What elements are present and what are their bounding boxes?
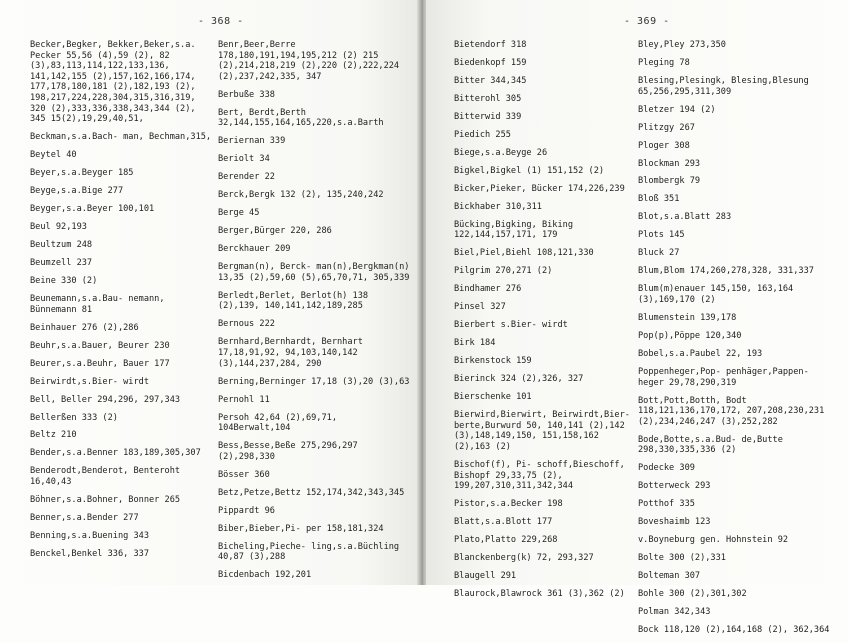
index-entry: Birk 184 [454, 338, 496, 349]
index-entry: Bierschenke 101 [454, 392, 532, 403]
index-entry: Beumzell 237 [30, 258, 93, 269]
index-entry: Poppenheger,Pop- penhäger,Pappen- heger 29,78,290,319 [638, 366, 809, 388]
index-entry: Bücking,Bigking, Biking 122,144,157,171, 179 [454, 219, 573, 241]
index-entry: Beinhauer 276 (2),286 [30, 322, 139, 333]
index-entry: Biber,Bieber,Pi- per 158,181,324 [218, 523, 384, 534]
index-entry: Bicdenbach 192,201 [218, 570, 312, 581]
index-column-right-1 [454, 40, 636, 607]
index-entry: Plitzgy 267 [638, 122, 695, 133]
index-entry: Boveshaimb 123 [638, 517, 711, 528]
index-entry: Blesing,Plesingk, Blesing,Blesung 65,256,295,311,309 [638, 75, 809, 97]
index-entry: Birkenstock 159 [454, 356, 532, 367]
index-entry: v.Boyneburg gen. Hohnstein 92 [638, 535, 789, 546]
index-entry: Persoh 42,64 (2),69,71, 104Berwalt,104 [218, 412, 337, 434]
index-entry: Bitterwid 339 [454, 111, 522, 122]
index-entry: Benckel,Benkel 336, 337 [30, 548, 149, 559]
index-entry: Bietendorf 318 [454, 40, 527, 50]
index-entry: Ploger 308 [638, 140, 690, 151]
index-entry: Bigkel,Bigkel (1) 151,152 (2) [454, 165, 605, 176]
index-entry: Beytel 40 [30, 150, 77, 161]
index-entry: Bloß 351 [638, 194, 680, 205]
index-entry: Bobel,s.a.Paubel 22, 193 [638, 348, 763, 359]
index-entry: Pinsel 327 [454, 302, 506, 313]
index-entry: Bierinck 324 (2),326, 327 [454, 374, 584, 385]
index-column-left-2 [218, 40, 414, 588]
index-entry: Blanckenberg(k) 72, 293,327 [454, 553, 594, 564]
left-page [0, 0, 420, 585]
index-entry: Bender,s.a.Benner 183,189,305,307 [30, 448, 201, 459]
index-entry: Bley,Pley 273,350 [638, 40, 726, 50]
index-entry: Bitterohl 305 [454, 93, 522, 104]
index-entry: Bernous 222 [218, 319, 275, 330]
index-entry: Pilgrim 270,271 (2) [454, 266, 553, 277]
index-entry: Blatt,s.a.Blott 177 [454, 517, 553, 528]
index-entry: Blockman 293 [638, 158, 701, 169]
index-entry: Berning,Berninger 17,18 (3),20 (3),63 [218, 376, 410, 387]
index-entry: Beul 92,193 [30, 222, 87, 233]
index-entry: Benr,Beer,Berre 178,180,191,194,195,212 (2) 215 (2),214,218,219 (2),220 (2),222,224 (2),237,242,335, 347 [218, 40, 400, 82]
index-entry: Polman 342,343 [638, 607, 711, 618]
index-entry: Beuhr,s.a.Bauer, Beurer 230 [30, 340, 170, 351]
index-entry: Beltz 210 [30, 430, 77, 441]
index-entry: Beckman,s.a.Bach- man, Bechman,315, [30, 132, 212, 143]
index-entry: Beyge,s.a.Bige 277 [30, 186, 124, 197]
index-entry: Piedich 255 [454, 129, 511, 140]
index-entry: Bott,Pott,Botth, Bodt 118,121,136,170,172, 207,208,230,231 (2),234,246,247 (3),252,282 [638, 395, 825, 427]
index-entry: Bolte 300 (2),331 [638, 553, 726, 564]
index-entry: Bernhard,Bernhardt, Bernhart 17,18,91,92, 94,103,140,142 (3),144,237,284, 290 [218, 337, 363, 369]
index-entry: Bischof(f), Pi- schoff,Bieschoff, Bishopf 29,33,75 (2), 199,207,310,311,342,344 [454, 460, 625, 492]
index-entry: Blaugell 291 [454, 571, 517, 582]
index-entry: Bluck 27 [638, 248, 680, 259]
index-entry: Beultzum 248 [30, 240, 93, 251]
index-entry: Bock 118,120 (2),164,168 (2), 362,364 [638, 625, 830, 636]
index-entry: Beriernan 339 [218, 136, 286, 147]
index-entry: Benderodt,Benderot, Benteroht 16,40,43 [30, 466, 181, 488]
index-entry: Blombergk 79 [638, 176, 701, 187]
index-column-right-2 [638, 40, 838, 643]
index-entry: Podecke 309 [638, 463, 695, 474]
index-entry: Bierwird,Bierwirt, Beirwirdt,Bier- berte,Burwurd 50, 140,141 (2),142 (3),148,149,150, 151,158,162 (2),163 (2) [454, 410, 630, 453]
index-entry: Beirwirdt,s.Bier- wirdt [30, 376, 149, 387]
index-entry: Berbuße 338 [218, 89, 275, 100]
index-entry: Bitter 344,345 [454, 75, 527, 86]
index-entry: Plato,Platto 229,268 [454, 535, 558, 546]
index-entry: Betz,Petze,Bettz 152,174,342,343,345 [218, 487, 405, 498]
index-entry: Beyer,s.a.Beyger 185 [30, 168, 134, 179]
index-entry: Bicker,Pieker, Bücker 174,226,239 [454, 183, 625, 194]
index-entry: Böhner,s.a.Bohner, Bonner 265 [30, 495, 181, 506]
index-entry: Pernohl 11 [218, 394, 270, 405]
index-entry: Beyger,s.a.Beyer 100,101 [30, 204, 155, 215]
index-entry: Berender 22 [218, 172, 275, 183]
index-entry: Bert, Berdt,Berth 32,144,155,164,165,220,s.a.Barth [218, 107, 384, 129]
index-entry: Bellerßen 333 (2) [30, 412, 118, 423]
index-entry: Berge 45 [218, 208, 260, 219]
index-entry: Benning,s.a.Buening 343 [30, 531, 149, 541]
index-entry: Bolteman 307 [638, 571, 701, 582]
index-entry: Potthof 335 [638, 499, 695, 510]
index-entry: Berger,Bürger 220, 286 [218, 226, 332, 237]
index-entry: Bindhamer 276 [454, 284, 522, 295]
index-entry: Bletzer 194 (2) [638, 104, 716, 115]
index-entry: Pop(p),Pöppe 120,340 [638, 330, 742, 341]
index-entry: Blum(m)enauer 145,150, 163,164 (3),169,170 (2) [638, 284, 794, 305]
index-entry: Beunemann,s.a.Bau- nemann, Bünnemann 81 [30, 294, 165, 315]
page-number: - 369 - [624, 16, 670, 27]
index-entry: Pleging 78 [638, 57, 690, 68]
index-entry: Biege,s.a.Beyge 26 [454, 147, 548, 158]
index-entry: Bickhaber 310,311 [454, 201, 542, 212]
index-entry: Bohle 300 (2),301,302 [638, 589, 747, 600]
index-entry: Blaurock,Blawrock 361 (3),362 (2) [454, 589, 625, 600]
index-entry: Biel,Piel,Biehl 108,121,330 [454, 248, 594, 259]
index-entry: Pistor,s.a.Becker 198 [454, 499, 563, 510]
index-entry: Benner,s.a.Bender 277 [30, 513, 139, 524]
index-entry: Beurer,s.a.Beuhr, Bauer 177 [30, 358, 170, 369]
index-entry: Blumenstein 139,178 [638, 312, 737, 323]
index-entry: Bicheling,Pieche- ling,s.a.Büchling 40,87 (3),288 [218, 541, 400, 563]
index-column-left-1 [30, 40, 212, 567]
index-entry: Blum,Blom 174,260,278,328, 331,337 [638, 266, 814, 277]
index-entry: Berledt,Berlet, Berlot(h) 138 (2),139, 140,141,142,189,285 [218, 290, 369, 312]
index-entry: Bergman(n), Berck- man(n),Bergkman(n) 13,35 (2),59,60 (5),65,70,71, 305,339 [218, 262, 410, 283]
index-entry: Blot,s.a.Blatt 283 [638, 212, 732, 223]
index-entry: Berck,Bergk 132 (2), 135,240,242 [218, 190, 384, 201]
index-entry: Bess,Besse,Beße 275,296,297 (2),298,330 [218, 441, 358, 462]
index-entry: Bode,Botte,s.a.Bud- de,Butte 298,330,335,336 (2) [638, 434, 783, 456]
index-entry: Botterweck 293 [638, 481, 711, 492]
index-entry: Biedenkopf 159 [454, 57, 527, 68]
index-entry: Berckhauer 209 [218, 244, 291, 255]
right-page [426, 0, 849, 636]
index-entry: Beriolt 34 [218, 154, 270, 165]
index-entry: Becker,Begker, Bekker,Beker,s.a. Pecker 55,56 (4),59 (2), 82 (3),83,113,114,122,133,136, 141,142,155 (2),157,162,166,174, 177,178,180,181 (2),182,193 (2), 198,217,224,228,304,315,316,319, 320 (2),333,336,338,343,344 (2), 345 15(2),19,29,40,51, [30, 40, 196, 125]
index-entry: Pippardt 96 [218, 505, 275, 516]
page-number: - 368 - [198, 16, 244, 27]
index-entry: Bell, Beller 294,296, 297,343 [30, 394, 181, 405]
index-entry: Beine 330 (2) [30, 276, 98, 287]
index-entry: Plots 145 [638, 230, 685, 241]
index-entry: Bösser 360 [218, 469, 270, 480]
index-entry: Bierbert s.Bier- wirdt [454, 320, 568, 331]
